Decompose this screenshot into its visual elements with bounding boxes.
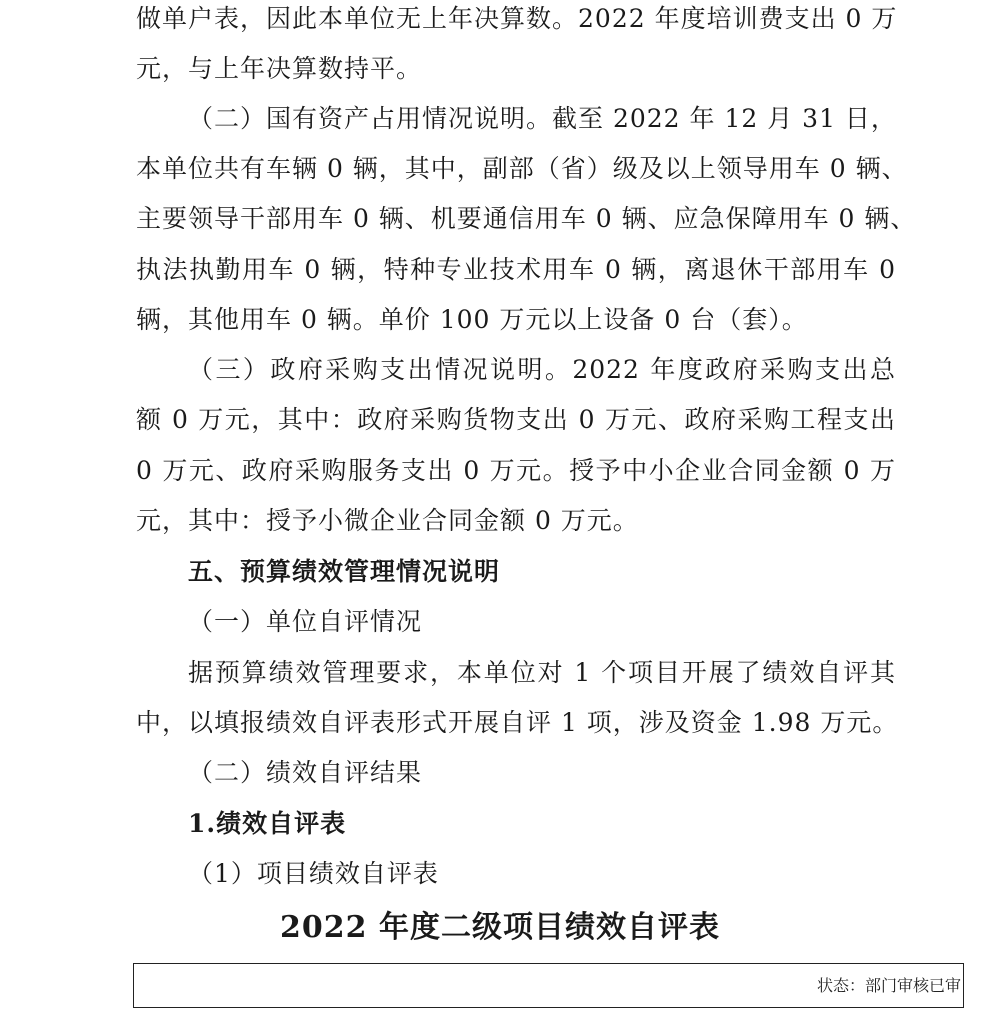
body-line: 中，以填报绩效自评表形式开展自评 1 项，涉及资金 1.98 万元。 xyxy=(136,708,899,737)
body-line: 做单户表，因此本单位无上年决算数。2022 年度培训费支出 0 万 xyxy=(136,4,898,33)
body-line: 额 0 万元，其中：政府采购货物支出 0 万元、政府采购工程支出 xyxy=(136,405,896,434)
body-line: 本单位共有车辆 0 辆，其中，副部（省）级及以上领导用车 0 辆、 xyxy=(136,154,908,183)
status-table-row xyxy=(133,963,964,1008)
item-subheading: （1）项目绩效自评表 xyxy=(188,859,439,888)
paragraph-self-evaluation: 据预算绩效管理要求，本单位对 1 个项目开展了绩效自评其 xyxy=(188,658,896,687)
body-line: 执法执勤用车 0 辆，特种专业技术用车 0 辆，离退休干部用车 0 xyxy=(136,255,896,284)
paragraph-asset-usage: （二）国有资产占用情况说明。截至 2022 年 12 月 31 日， xyxy=(188,104,897,133)
subsection-heading: （二）绩效自评结果 xyxy=(188,758,423,787)
paragraph-procurement: （三）政府采购支出情况说明。2022 年度政府采购支出总 xyxy=(188,355,896,384)
subsection-heading: （一）单位自评情况 xyxy=(188,607,423,636)
item-heading: 1.绩效自评表 xyxy=(188,809,347,838)
table-title: 2022 年度二级项目绩效自评表 xyxy=(280,910,720,945)
body-line: 元，与上年决算数持平。 xyxy=(136,54,423,83)
body-line: 主要领导干部用车 0 辆、机要通信用车 0 辆、应急保障用车 0 辆、 xyxy=(136,204,917,233)
status-label: 状态：部门审核已审 xyxy=(816,976,961,995)
body-line: 元，其中：授予小微企业合同金额 0 万元。 xyxy=(136,506,639,535)
body-line: 0 万元、政府采购服务支出 0 万元。授予中小企业合同金额 0 万 xyxy=(136,456,896,485)
body-line: 辆，其他用车 0 辆。单价 100 万元以上设备 0 台（套）。 xyxy=(136,305,808,334)
section-heading: 五、预算绩效管理情况说明 xyxy=(188,557,501,586)
